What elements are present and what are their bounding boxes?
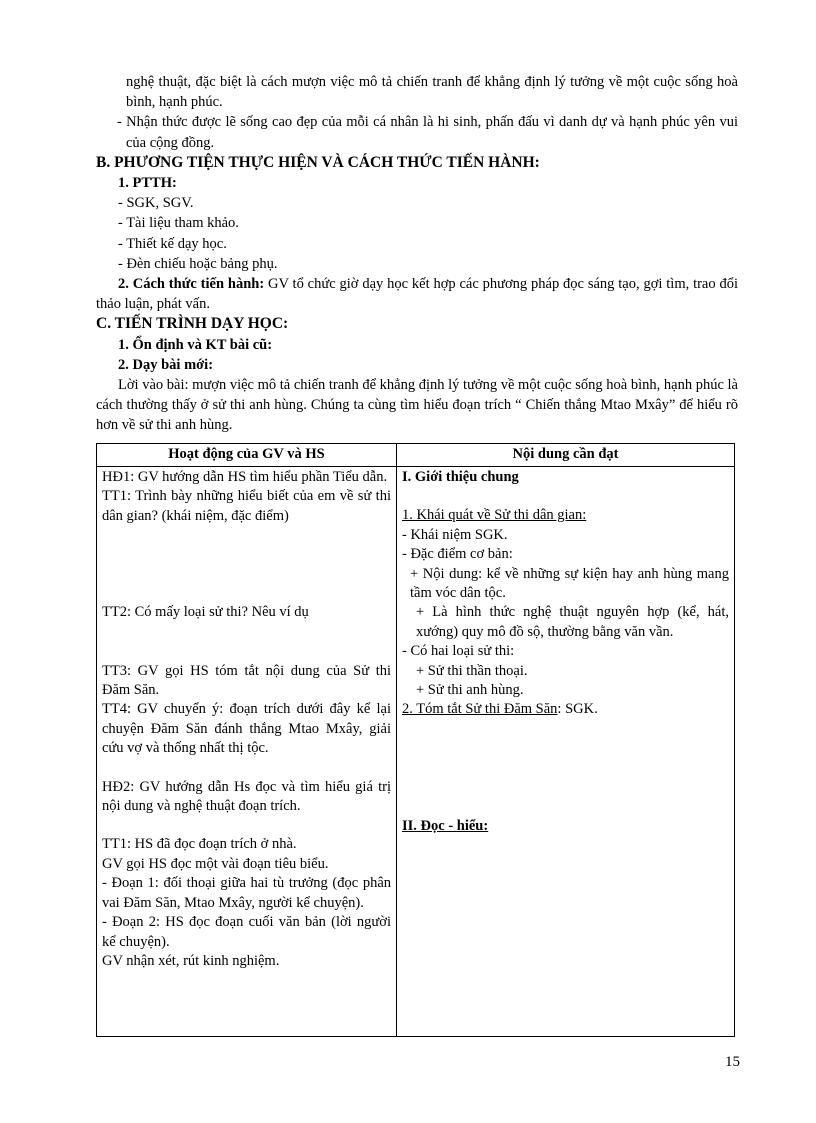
- than-thoai-text: + Sử thi thần thoại.: [416, 662, 528, 679]
- section-c-heading: C. TIẾN TRÌNH DẠY HỌC:: [96, 315, 289, 333]
- tt3-text: TT3: GV gọi HS tóm tắt nội dung của Sử thi Đăm Săn.: [102, 662, 391, 699]
- day-bai-moi-heading: 2. Dạy bài mới:: [118, 356, 214, 373]
- anh-hung-text: + Sử thi anh hùng.: [416, 682, 524, 699]
- loi-vao-bai: Lời vào bài: mượn việc mô tả chiến tranh để khẳng định lý tưởng về một cuộc sống hoà bình, hạnh phúc là cách thường thấy ở sử thi anh hùng. Chúng ta cùng tìm hiểu đoạn trích “ Chiến thắng Mtao Mxây” để hiểu rõ hơn về sử thi anh hùng.: [96, 377, 738, 434]
- table-row: [97, 467, 735, 1037]
- hai-loai-text: - Có hai loại sử thi:: [402, 643, 515, 660]
- objective-line: nghệ thuật, đặc biệt là cách mượn việc mô tả chiến tranh để khẳng định lý tưởng về một cuộc sống hoà bình, hạnh phúc.: [126, 74, 738, 111]
- pttn-item: - SGK, SGV.: [118, 195, 194, 212]
- header-content: Nội dung cần đạt: [397, 444, 735, 467]
- cach-thuc-text: GV tổ chức giờ dạy học kết hợp các phương pháp đọc sáng tạo, gợi tìm, trao đổi thảo luận, phát vấn.: [96, 276, 738, 313]
- section-b-heading: B. PHƯƠNG TIỆN THỰC HIỆN VÀ CÁCH THỨC TIẾN HÀNH:: [96, 153, 540, 171]
- objective-line-2: - Nhận thức được lẽ sống cao đẹp của mỗi cá nhân là hi sinh, phấn đấu vì danh dự và hạnh phúc yên vui của cộng đồng.: [117, 114, 738, 151]
- pttn-heading: 1. PTTH:: [118, 175, 177, 192]
- hd1-text: HĐ1: GV hướng dẫn HS tìm hiểu phần Tiểu dẫn.: [102, 469, 388, 485]
- khai-niem-text: - Khái niệm SGK.: [402, 526, 508, 543]
- pttn-item: - Thiết kế dạy học.: [118, 235, 227, 252]
- tt4-text: TT4: GV chuyển ý: đoạn trích dưới đây kể lại chuyện Đăm Săn đánh thắng Mtao Mxây, giải cứu vợ và thống nhất thị tộc.: [102, 701, 391, 757]
- on-dinh-heading: 1. Ổn định và KT bài cũ:: [118, 336, 273, 353]
- hinh-thuc-text: + Là hình thức nghệ thuật nguyên hợp (kể, hát, xướng) quy mô đồ sộ, thường bằng văn vần.: [416, 604, 729, 640]
- lesson-table: [96, 443, 735, 1037]
- pttn-item: - Đèn chiếu hoặc bảng phụ.: [118, 255, 278, 272]
- nhan-xet-text: GV nhận xét, rút kinh nghiệm.: [102, 952, 280, 969]
- tom-tat-line: [402, 700, 729, 719]
- noi-dung-text: + Nội dung: kể về những sự kiện hay anh hùng mang tầm vóc dân tộc.: [410, 565, 729, 602]
- pttn-item: - Tài liệu tham khảo.: [118, 215, 239, 232]
- section-1-title: I. Giới thiệu chung: [402, 469, 519, 485]
- hd2-text: HĐ2: GV hướng dẫn Hs đọc và tìm hiểu giá trị nội dung và nghệ thuật đoạn trích.: [102, 778, 391, 815]
- doan2-text: - Đoạn 2: HS đọc đoạn cuối văn bản (lời người kể chuyện).: [102, 914, 391, 950]
- header-activities: Hoạt động của GV và HS: [97, 444, 397, 467]
- activities-cell: [97, 467, 397, 1037]
- tt1-text: TT1: Trình bày những hiểu biết của em về sử thi dân gian? (khái niệm, đặc điểm): [102, 488, 391, 524]
- khai-quat-heading: 1. Khái quát về Sử thi dân gian:: [402, 507, 587, 524]
- tt1b-text: TT1: HS đã đọc đoạn trích ở nhà.: [102, 836, 297, 853]
- tom-tat-heading: 2. Tóm tắt Sử thi Đăm Săn: [402, 701, 558, 718]
- cach-thuc-paragraph: [96, 274, 738, 314]
- content-cell: [397, 467, 735, 1037]
- section-2-title: II. Đọc - hiểu:: [402, 817, 489, 834]
- dac-diem-text: - Đặc điểm cơ bản:: [402, 546, 513, 563]
- page-number: 15: [725, 1054, 740, 1070]
- tt2-text: TT2: Có mấy loại sử thi? Nêu ví dụ: [102, 604, 309, 621]
- table-header-row: [97, 444, 735, 467]
- cach-thuc-label: 2. Cách thức tiến hành:: [118, 276, 265, 293]
- doan1-text: - Đoạn 1: đối thoại giữa hai tù trưởng (đọc phân vai Đăm Săn, Mtao Mxây, người kể chuyện).: [102, 875, 391, 911]
- gv-goi-text: GV gọi HS đọc một vài đoạn tiêu biểu.: [102, 855, 329, 872]
- tom-tat-text: : SGK.: [557, 701, 598, 718]
- intro-text: [96, 72, 738, 436]
